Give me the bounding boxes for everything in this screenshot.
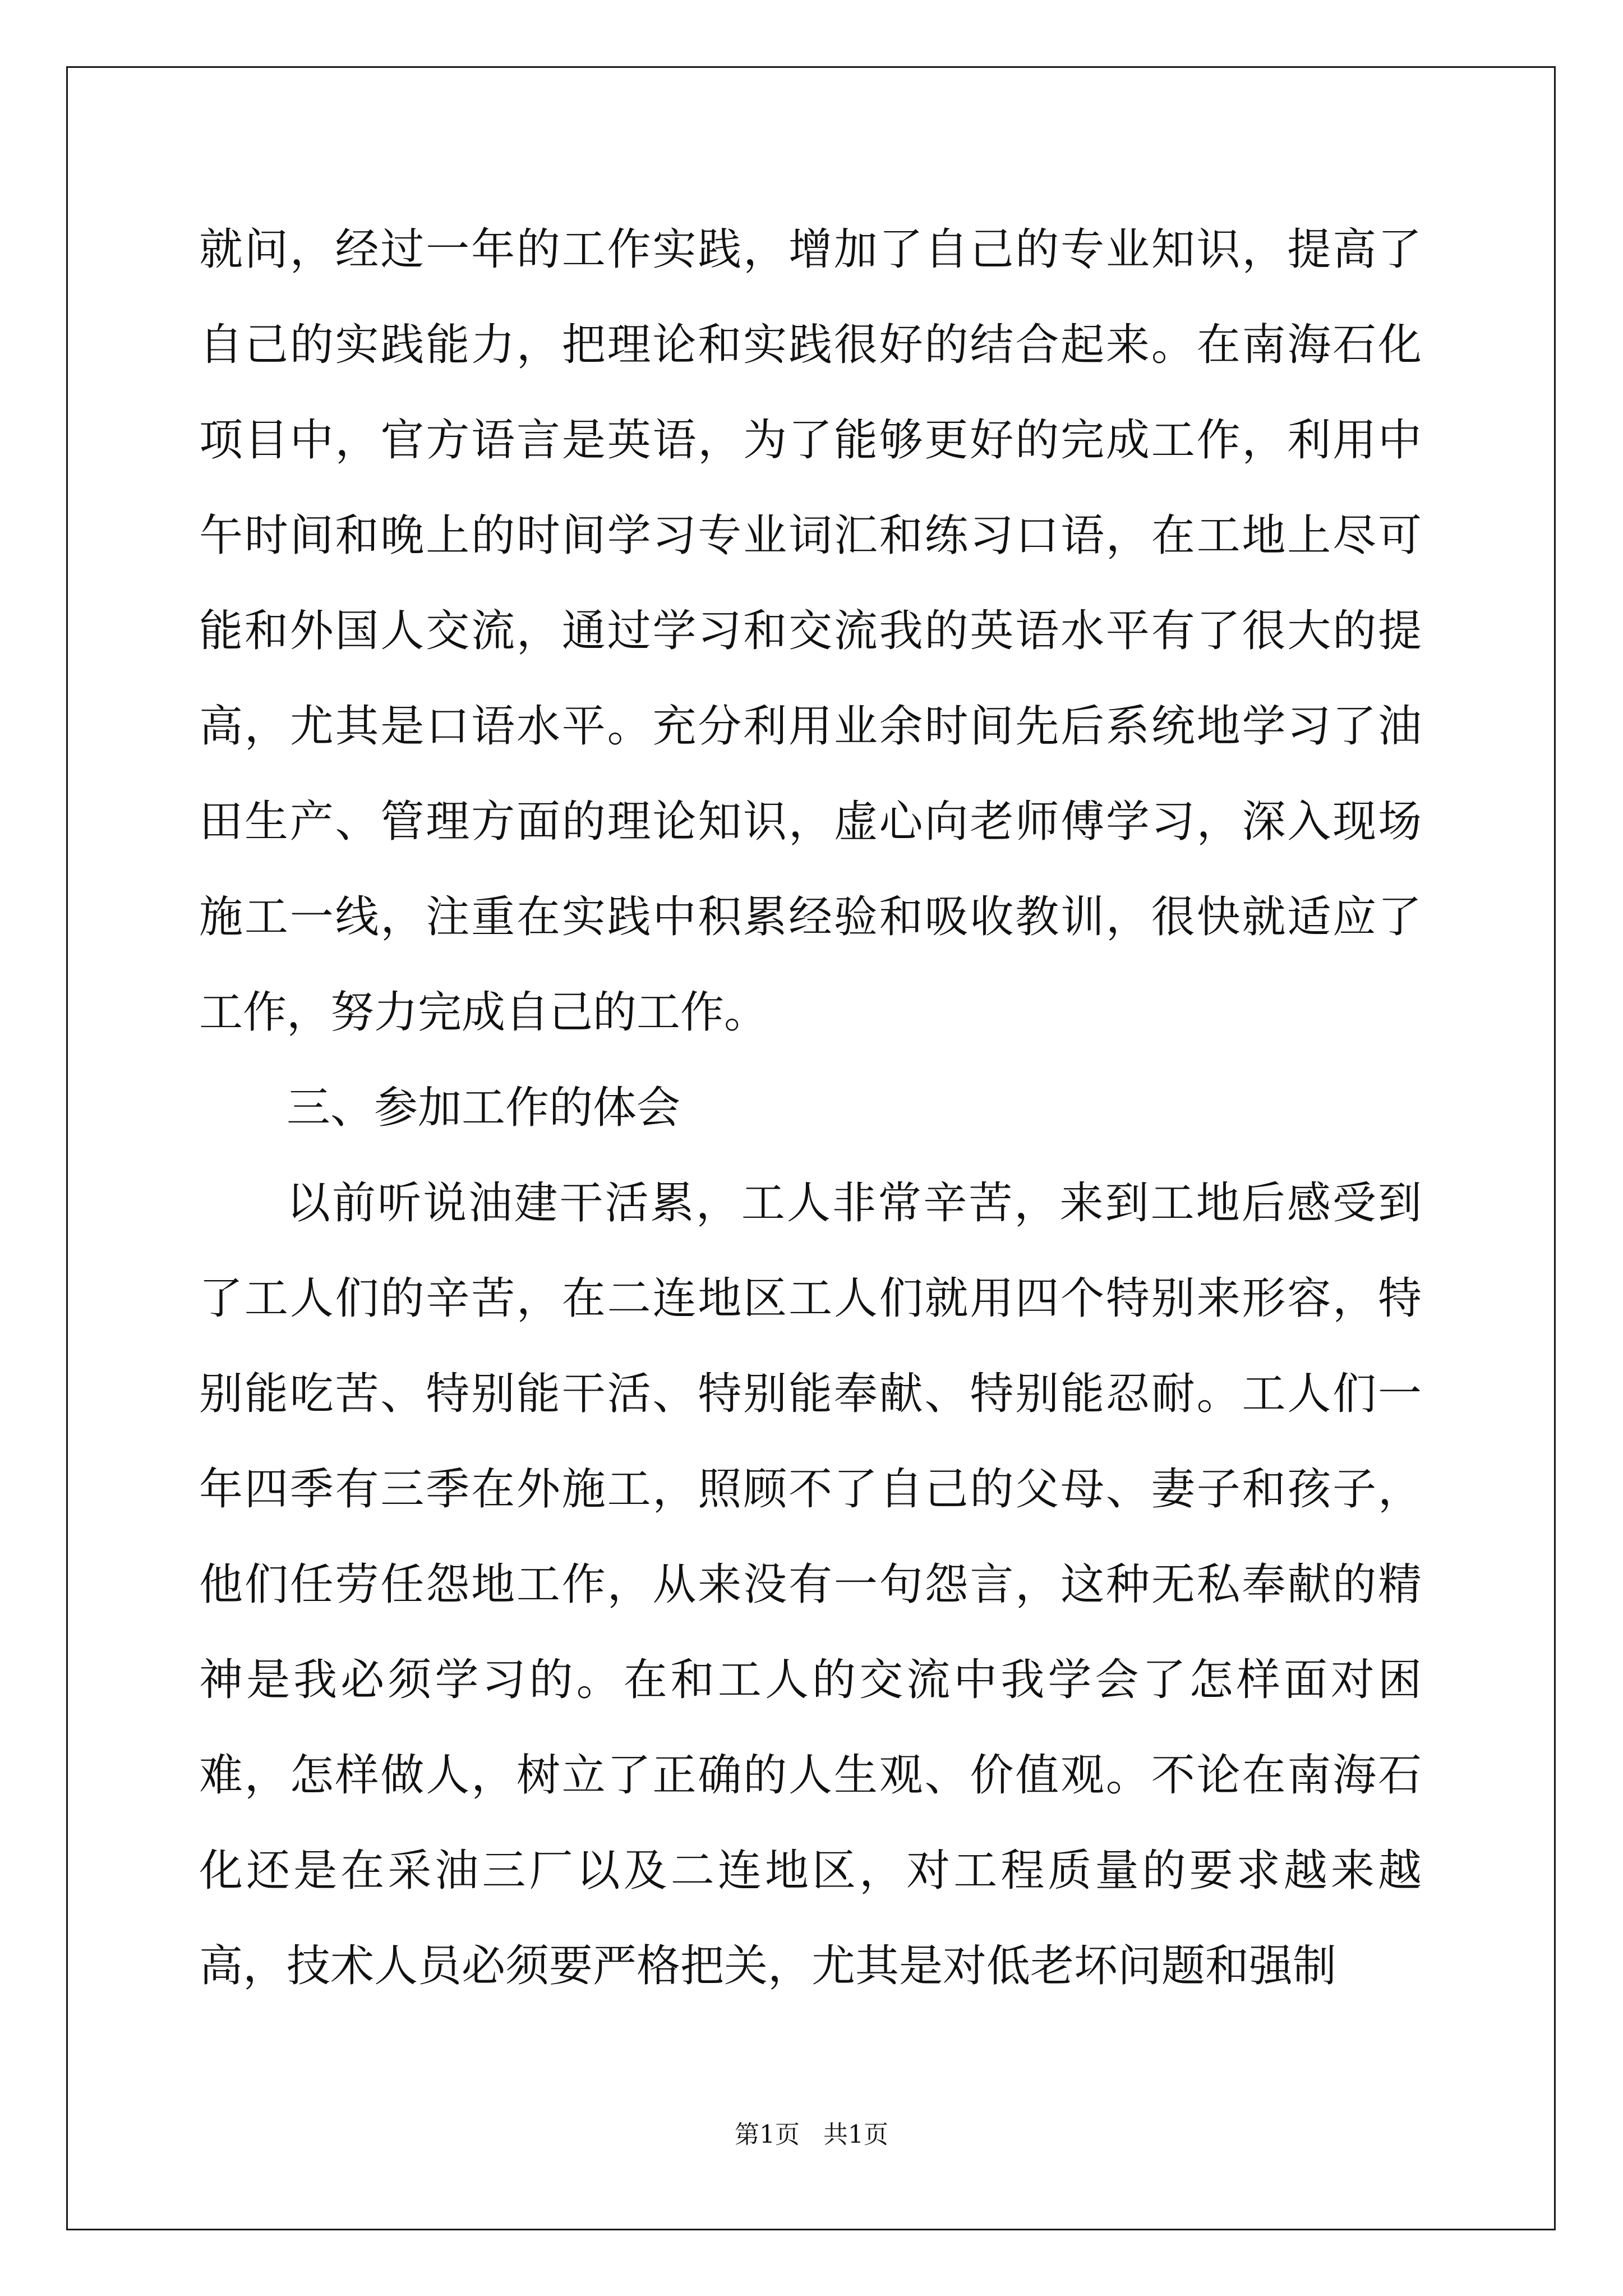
page-footer [0, 2118, 1623, 2152]
page-total: 共1页 [823, 2120, 888, 2149]
paragraph-experience: 以前听说油建干活累，工人非常辛苦，来到工地后感受到了工人们的辛苦，在二连地区工人们就用四个特别来形容，特别能吃苦、特别能干活、特别能奉献、特别能忍耐。工人们一年四季有三季在外施工，照顾不了自己的父母、妻子和孩子，他们任劳任怨地工作，从来没有一句怨言，这种无私奉献的精神是我必须学习的。在和工人的交流中我学会了怎样面对困难，怎样做人，树立了正确的人生观、价值观。不论在南海石化还是在采油三厂以及二连地区，对工程质量的要求越来越高，技术人员必须要严格把关，尤其是对低老坏问题和强制 [199, 1178, 1422, 1991]
page-number: 第1页 [735, 2120, 800, 2149]
paragraph-continuation: 就问，经过一年的工作实践，增加了自己的专业知识，提高了自己的实践能力，把理论和实践很好的结合起来。在南海石化项目中，官方语言是英语，为了能够更好的完成工作，利用中午时间和晚上的时间学习专业词汇和练习口语，在工地上尽可能和外国人交流，通过学习和交流我的英语水平有了很大的提高，尤其是口语水平。充分利用业余时间先后系统地学习了油田生产、管理方面的理论知识，虚心向老师傅学习，深入现场施工一线，注重在实践中积累经验和吸收教训，很快就适应了工作，努力完成自己的工作。 [199, 224, 1422, 1038]
section-heading: 三、参加工作的体会 [287, 1083, 681, 1133]
document-body [199, 202, 1422, 2014]
